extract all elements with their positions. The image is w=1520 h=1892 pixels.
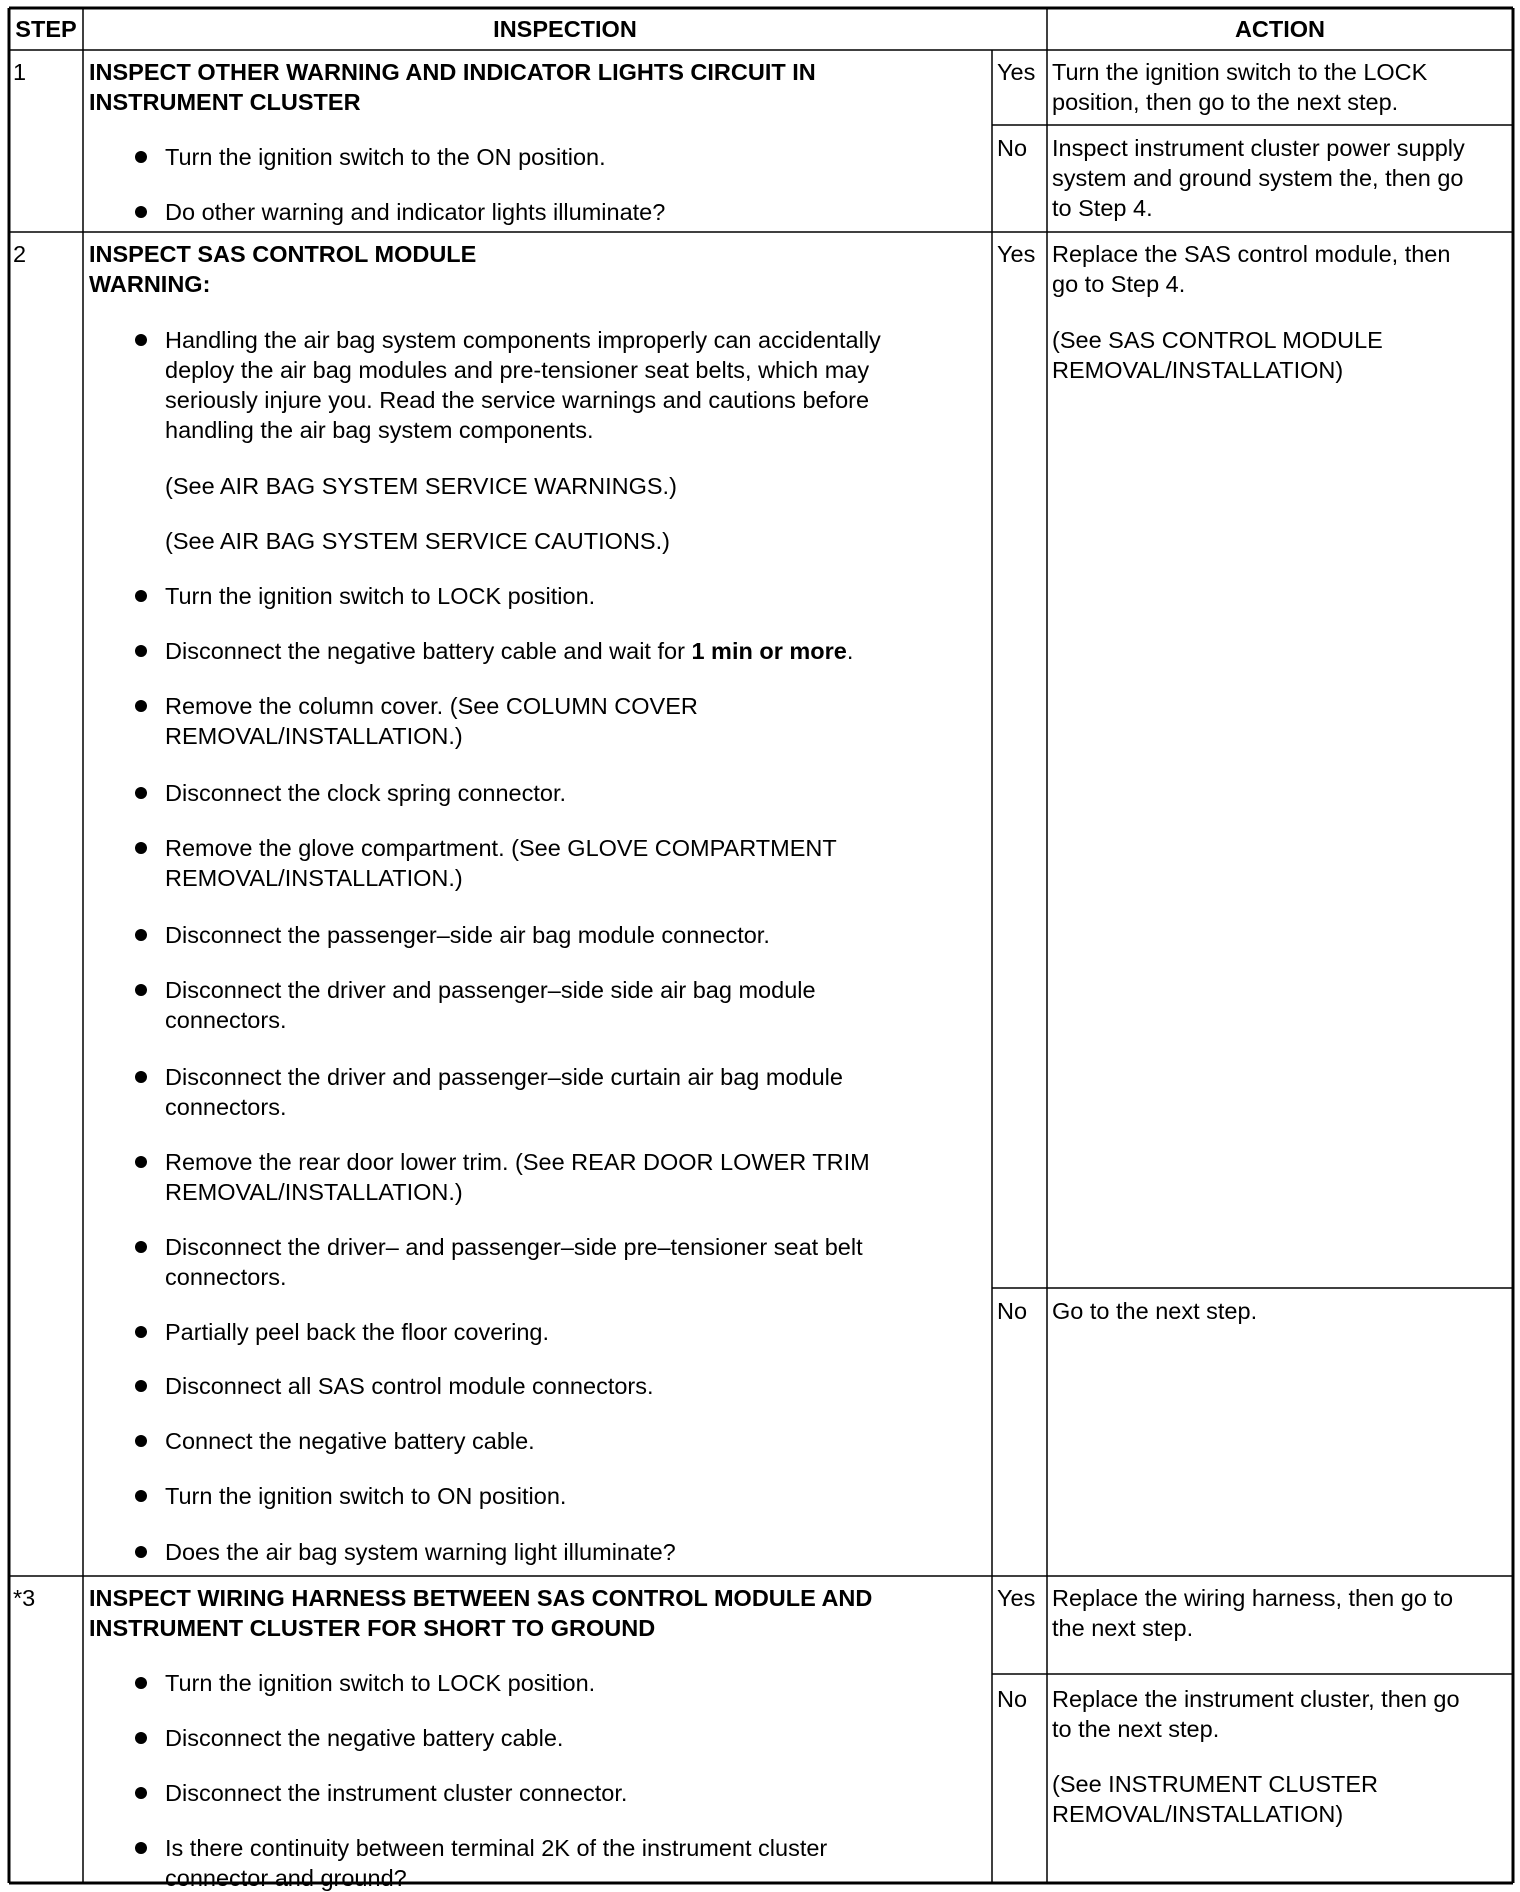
warning-text: Handling the air bag system components improperly can accidentally — [165, 327, 881, 353]
bullet-text: Is there continuity between terminal 2K of the instrument cluster — [165, 1835, 828, 1861]
bullet-dot — [135, 842, 147, 854]
bullet-text: Turn the ignition switch to ON position. — [165, 1483, 567, 1509]
bullet-dot — [135, 1380, 147, 1392]
bullet-text: Disconnect all SAS control module connectors. — [165, 1373, 654, 1399]
header-inspection: INSPECTION — [493, 16, 637, 42]
bullet-text: Turn the ignition switch to LOCK position. — [165, 1670, 596, 1696]
step-title: INSTRUMENT CLUSTER — [89, 89, 361, 115]
bullet-text: REMOVAL/INSTALLATION.) — [165, 865, 463, 891]
bullet-dot — [135, 1326, 147, 1338]
bullet-text: Do other warning and indicator lights illuminate? — [165, 199, 666, 225]
yes-label: Yes — [997, 1585, 1036, 1611]
no-action: to Step 4. — [1052, 195, 1153, 221]
bullet-dot — [135, 645, 147, 657]
warning-ref: (See AIR BAG SYSTEM SERVICE CAUTIONS.) — [165, 528, 670, 554]
no-ref: REMOVAL/INSTALLATION) — [1052, 1801, 1344, 1827]
bullet-dot — [135, 1732, 147, 1744]
no-label: No — [997, 1298, 1028, 1324]
bullet-dot — [135, 1677, 147, 1689]
bullet-text: Remove the glove compartment. (See GLOVE COMPARTMENT — [165, 835, 837, 861]
warning-ref: (See AIR BAG SYSTEM SERVICE WARNINGS.) — [165, 473, 677, 499]
bullet-text: Disconnect the driver and passenger–side curtain air bag module — [165, 1064, 843, 1090]
bullet-text: connectors. — [165, 1007, 287, 1033]
bullet-text: Connect the negative battery cable. — [165, 1428, 535, 1454]
yes-label: Yes — [997, 59, 1036, 85]
bullet-text: Disconnect the negative battery cable. — [165, 1725, 564, 1751]
warning-text: handling the air bag system components. — [165, 417, 594, 443]
bullet-dot — [135, 590, 147, 602]
no-action: system and ground system the, then go — [1052, 165, 1464, 191]
warning-text: deploy the air bag modules and pre-tensioner seat belts, which may — [165, 357, 870, 383]
bullet-dot — [135, 1071, 147, 1083]
bullet-text: connectors. — [165, 1264, 287, 1290]
bullet-text: REMOVAL/INSTALLATION.) — [165, 1179, 463, 1205]
yes-action: the next step. — [1052, 1615, 1194, 1641]
yes-action: Turn the ignition switch to the LOCK — [1052, 59, 1428, 85]
bullet-text: Disconnect the driver and passenger–side side air bag module — [165, 977, 816, 1003]
no-action: to the next step. — [1052, 1716, 1220, 1742]
bullet-dot — [135, 929, 147, 941]
bullet-dot — [135, 700, 147, 712]
step-number: 2 — [13, 241, 27, 267]
yes-ref: REMOVAL/INSTALLATION) — [1052, 357, 1344, 383]
bullet-text: Disconnect the instrument cluster connector. — [165, 1780, 628, 1806]
bullet-dot — [135, 1241, 147, 1253]
no-action: Go to the next step. — [1052, 1298, 1258, 1324]
bullet-text: Partially peel back the floor covering. — [165, 1319, 550, 1345]
bullet-dot — [135, 1156, 147, 1168]
bullet-text: Disconnect the clock spring connector. — [165, 780, 567, 806]
yes-action: Replace the SAS control module, then — [1052, 241, 1451, 267]
bullet-dot — [135, 787, 147, 799]
bullet-text: Disconnect the negative battery cable and wait for 1 min or more. — [165, 638, 854, 664]
bullet-text: connector and ground? — [165, 1865, 407, 1891]
bullet-text: Does the air bag system warning light illuminate? — [165, 1539, 676, 1565]
bullet-text: Disconnect the passenger–side air bag module connector. — [165, 922, 770, 948]
bullet-dot — [135, 984, 147, 996]
warning-text: seriously injure you. Read the service warnings and cautions before — [165, 387, 870, 413]
bullet-text: Turn the ignition switch to LOCK position. — [165, 583, 596, 609]
bullet-dot — [135, 206, 147, 218]
bullet-dot — [135, 334, 147, 346]
no-ref: (See INSTRUMENT CLUSTER — [1052, 1771, 1379, 1797]
step-title: INSPECT OTHER WARNING AND INDICATOR LIGHTS CIRCUIT IN — [89, 59, 816, 85]
yes-action: go to Step 4. — [1052, 271, 1186, 297]
bullet-dot — [135, 1842, 147, 1854]
step-title: INSPECT WIRING HARNESS BETWEEN SAS CONTROL MODULE AND — [89, 1585, 873, 1611]
yes-label: Yes — [997, 241, 1036, 267]
bullet-text: Disconnect the driver– and passenger–side pre–tensioner seat belt — [165, 1234, 863, 1260]
step-number: *3 — [13, 1585, 36, 1611]
bullet-text: Remove the column cover. (See COLUMN COVER — [165, 693, 698, 719]
header-action: ACTION — [1234, 16, 1326, 42]
bullet-text: Turn the ignition switch to the ON position. — [165, 144, 606, 170]
bullet-text: REMOVAL/INSTALLATION.) — [165, 723, 463, 749]
step-number: 1 — [13, 59, 27, 85]
no-label: No — [997, 1686, 1028, 1712]
step-title: INSPECT SAS CONTROL MODULE — [89, 241, 477, 267]
yes-action: position, then go to the next step. — [1052, 89, 1399, 115]
bullet-dot — [135, 1435, 147, 1447]
no-action: Inspect instrument cluster power supply — [1052, 135, 1465, 161]
yes-ref: (See SAS CONTROL MODULE — [1052, 327, 1383, 353]
bullet-text: connectors. — [165, 1094, 287, 1120]
no-label: No — [997, 135, 1028, 161]
bullet-dot — [135, 1787, 147, 1799]
bullet-dot — [135, 1490, 147, 1502]
warning-label: WARNING: — [89, 271, 211, 297]
header-step: STEP — [15, 16, 77, 42]
yes-action: Replace the wiring harness, then go to — [1052, 1585, 1454, 1611]
bullet-dot — [135, 151, 147, 163]
bullet-text: Remove the rear door lower trim. (See REAR DOOR LOWER TRIM — [165, 1149, 870, 1175]
no-action: Replace the instrument cluster, then go — [1052, 1686, 1460, 1712]
bullet-dot — [135, 1546, 147, 1558]
step-title: INSTRUMENT CLUSTER FOR SHORT TO GROUND — [89, 1615, 656, 1641]
